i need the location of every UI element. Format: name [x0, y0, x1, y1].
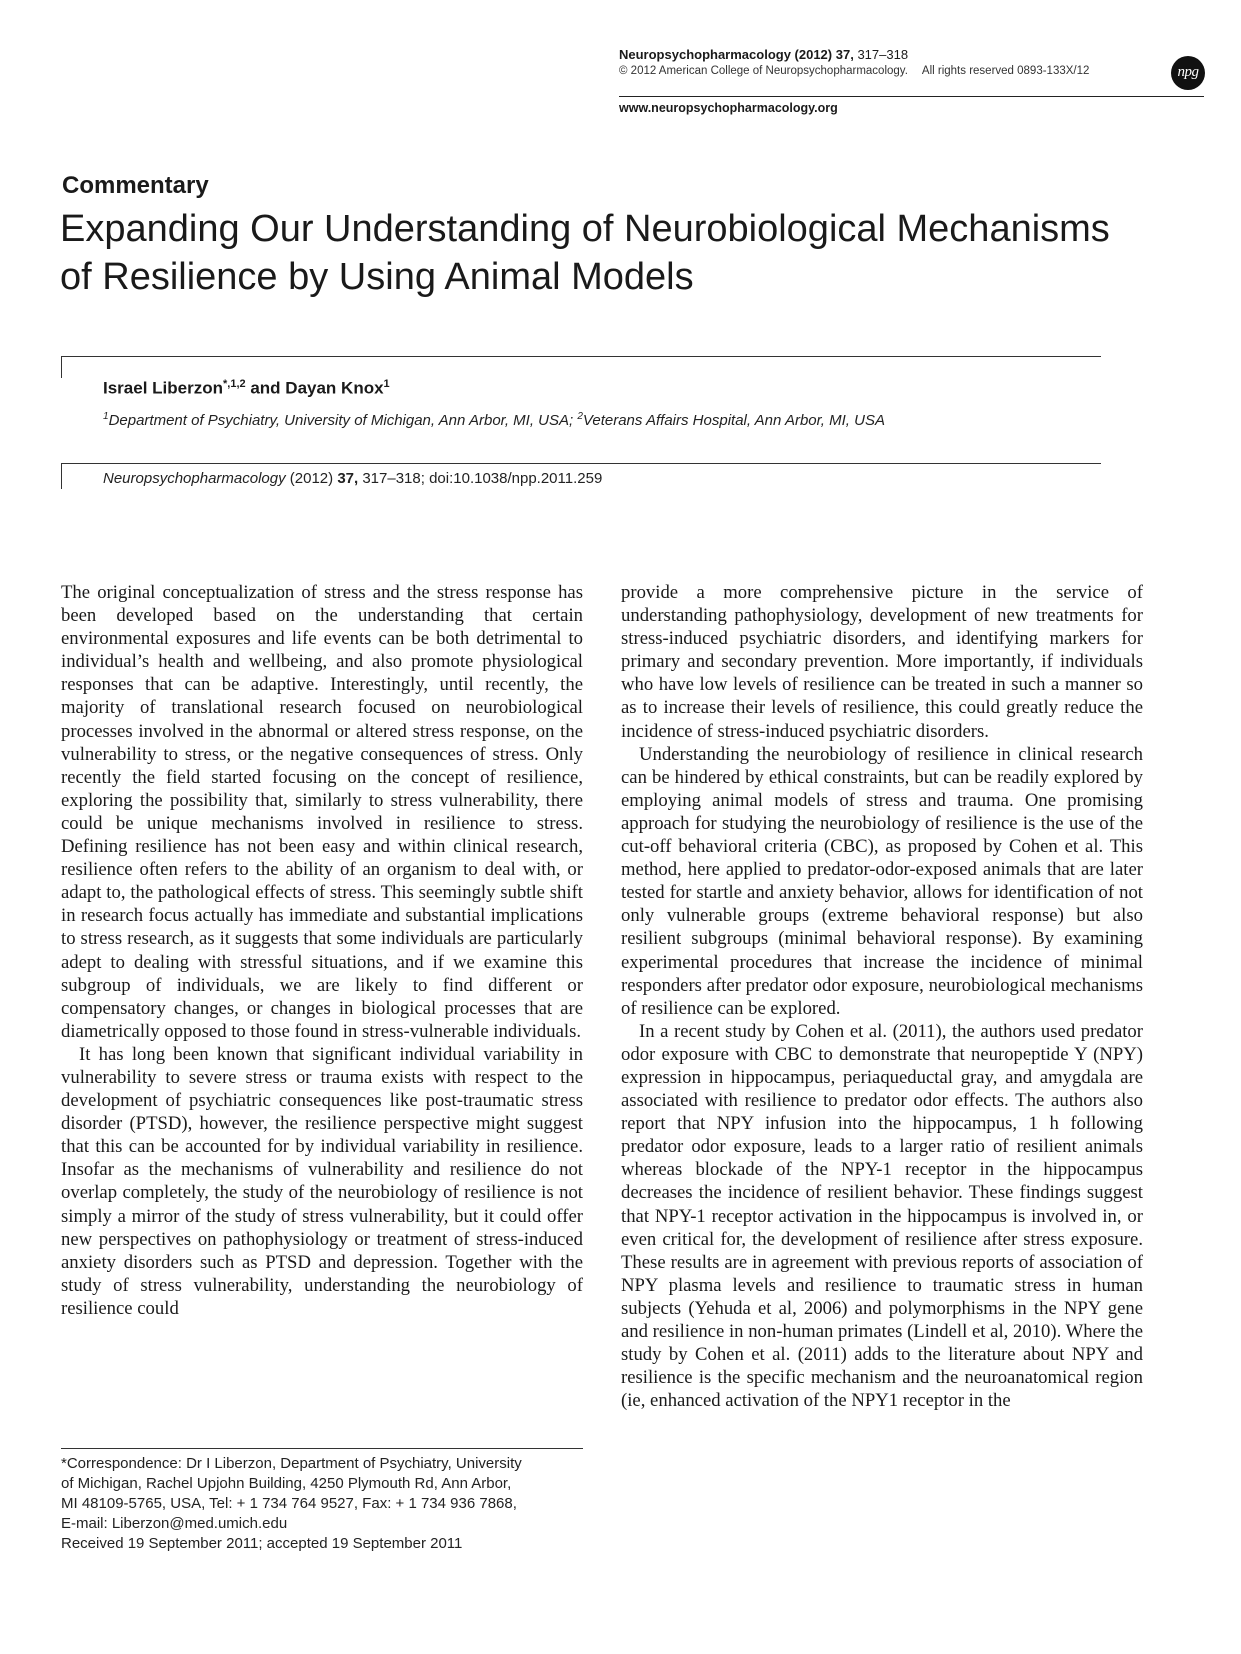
author-box-left-tick-bottom: [61, 463, 62, 489]
rights-text: All rights reserved 0893-133X/12: [921, 65, 1090, 77]
author-connector: and Dayan Knox: [245, 378, 384, 398]
affiliation-1-marker: 1: [103, 411, 109, 422]
running-header: [619, 46, 1139, 80]
author-2-affiliation: 1: [383, 378, 390, 390]
body-column-left: [61, 581, 583, 1320]
paragraph: provide a more comprehensive picture in the service of understanding pathophysiology, development of new treatments for stress-induced psychiatric disorders, and identifying markers for primary and secondary prevention. More importantly, if individuals who have low levels of resilience can be treated in such a manner so as to increase their levels of resilience, this could greatly reduce the incidence of stress-induced psychiatric disorders.: [621, 582, 1143, 742]
author-1-affiliation: *,1,2: [222, 378, 246, 390]
journal-citation: [619, 46, 1139, 63]
affiliation-2-marker: 2: [577, 411, 583, 422]
npg-logo-icon: npg: [1171, 56, 1205, 90]
affiliation-2: Veterans Affairs Hospital, Ann Arbor, MI, USA: [582, 412, 885, 429]
citation-year: (2012): [285, 470, 338, 487]
citation-volume: 37,: [337, 470, 359, 487]
paragraph: The original conceptualization of stress and the stress response has been developed based on the understanding that certain environmental exposures and life events can be both detrimental to individual’s health and wellbeing, and also promote physiological responses that can be adaptive. Interestingly, until recently, the majority of translational research focused on neurobiological processes involved in the abnormal or altered stress response, on the vulnerability to stress, or the negative consequences of stress. Only recently the field started focusing on the concept of resilience, exploring the possibility that, similarly to stress vulnerability, there could be unique mechanisms involved in resilience to stress. Defining resilience has not been easy and within clinical research, resilience often refers to the ability of an organism to deal with, or adapt to, the pathological effects of stress. This seemingly subtle shift in research focus actually has immediate and substantial implications to stress research, as it suggests that some individuals are particularly adept to dealing with stressful situations, and if we examine this subgroup of individuals, we are likely to find different or compensatory changes, or changes in biological processes that are diametrically opposed to those found in stress-vulnerable individuals.: [61, 582, 583, 1042]
footnote-line: *Correspondence: Dr I Liberzon, Department of Psychiatry, University: [61, 1455, 522, 1472]
journal-pages: 317–318: [857, 47, 909, 62]
footnote-line: of Michigan, Rachel Upjohn Building, 4250 Plymouth Rd, Ann Arbor,: [61, 1475, 512, 1492]
article-title: [60, 205, 1180, 301]
paragraph: It has long been known that significant individual variability in vulnerability to severe stress or trauma exists with respect to the development of psychiatric consequences like post-traumatic stress disorder (PTSD), however, the resilience perspective might suggest that this can be accounted for by individual variability in resilience. Insofar as the mechanisms of vulnerability and resilience do not overlap completely, the study of the neurobiology of resilience is not simply a mirror of the study of stress vulnerability, but it could offer new perspectives on pathophysiology or treatment of stress-induced anxiety disorders such as PTSD and depression. Together with the study of stress vulnerability, understanding the neurobiology of resilience could: [61, 1043, 583, 1319]
footnote-email[interactable]: E-mail: Liberzon@med.umich.edu: [61, 1515, 288, 1532]
author-box-left-tick-top: [61, 356, 62, 378]
citation-journal: Neuropsychopharmacology: [103, 470, 286, 487]
journal-name: Neuropsychopharmacology (2012) 37,: [619, 47, 854, 62]
section-label: Commentary: [62, 172, 209, 199]
body-column-right: [621, 581, 1143, 1412]
journal-url[interactable]: www.neuropsychopharmacology.org: [619, 101, 838, 115]
author-line: [103, 378, 390, 399]
title-line-2: of Resilience by Using Animal Models: [60, 256, 694, 298]
citation-pages-doi: 317–318; doi:10.1038/npp.2011.259: [358, 470, 603, 487]
header-divider: [619, 96, 1204, 97]
article-citation: [103, 470, 602, 487]
copyright-text: © 2012 American College of Neuropsychopharmacology.: [619, 65, 908, 77]
copyright-line: [619, 63, 1139, 80]
author-1: Israel Liberzon: [103, 378, 223, 398]
paragraph: Understanding the neurobiology of resilience in clinical research can be hindered by ethical constraints, but can be readily explored by employing animal models of stress and trauma. One promising approach for studying the neurobiology of resilience is the use of the cut-off behavioral criteria (CBC), as proposed by Cohen et al. This method, here applied to predator-odor-exposed animals that are later tested for startle and anxiety behavior, allows for identification of not only vulnerable groups (extreme behavioral response) but also resilient subgroups (minimal behavioral response). By examining experimental procedures that increase the incidence of minimal responders after predator odor exposure, neurobiological mechanisms of resilience can be explored.: [621, 743, 1143, 1019]
paragraph: In a recent study by Cohen et al. (2011), the authors used predator odor exposure with CBC to demonstrate that neuropeptide Y (NPY) expression in hippocampus, periaqueductal gray, and amygdala are associated with resilience to predator odor effects. The authors also report that NPY infusion into the hippocampus, 1 h following predator odor exposure, leads to a larger ratio of resilient animals whereas blockade of the NPY-1 receptor in the hippocampus decreases the incidence of resilient behavior. These findings suggest that NPY-1 receptor activation in the hippocampus is involved in, or even critical for, the development of resilience after stress exposure. These results are in agreement with previous reports of association of NPY plasma levels and resilience to traumatic stress in human subjects (Yehuda et al, 2006) and polymorphisms in the NPY gene and resilience in non-human primates (Lindell et al, 2010). Where the study by Cohen et al. (2011) adds to the literature about NPY and resilience is the specific mechanism and the neuroanatomical region (ie, enhanced activation of the NPY1 receptor in the: [621, 1020, 1143, 1412]
correspondence-footnote: [61, 1454, 583, 1554]
affiliations: [103, 411, 885, 429]
received-dates: Received 19 September 2011; accepted 19 September 2011: [61, 1535, 463, 1552]
author-box-bottom-rule: [61, 463, 1101, 464]
author-box-top-rule: [61, 356, 1101, 357]
title-line-1: Expanding Our Understanding of Neurobiological Mechanisms: [60, 208, 1110, 250]
footnote-divider: [61, 1448, 583, 1449]
footnote-line: MI 48109-5765, USA, Tel: + 1 734 764 9527, Fax: + 1 734 936 7868,: [61, 1495, 517, 1512]
affiliation-1: Department of Psychiatry, University of Michigan, Ann Arbor, MI, USA;: [108, 412, 578, 429]
